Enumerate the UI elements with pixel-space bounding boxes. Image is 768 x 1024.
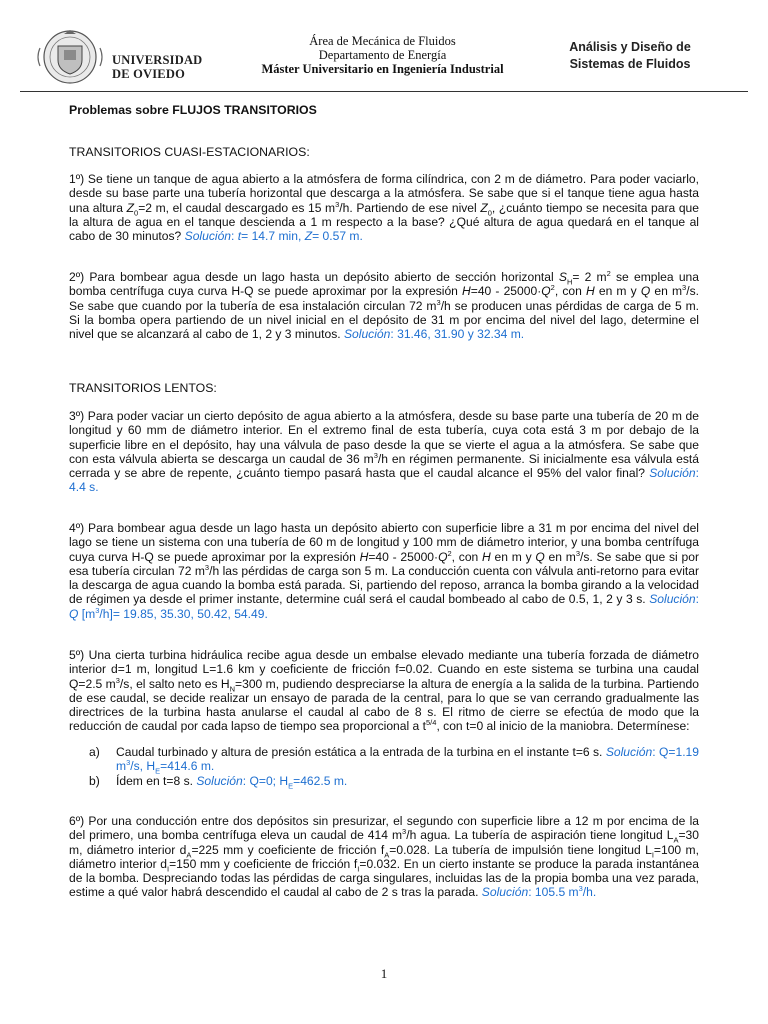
problem-5: 5º) Una cierta turbina hidráulica recibe agua desde un embalse elevado mediante una tubería forzada de diámetro interior d=1 m, longitud L=1.6 km y coeficiente de fricción f=0.02. Cuando en este sistema se turbina una caudal Q=2.5 $m^3/s$, el salto neto es $H_N=300$ m, pudiendo despreciarse la altura de energía a la salida de la turbina. Partiendo de ese caudal, se decide realizar un ensayo de parada de la central, para lo que se van cerrando gradualmente las directrices de la turbina hasta anularse el caudal al cabo de 8 s. El ritmo de cierre se efectúa de modo que la reducción de caudal por cada lapso de tiempo sea proporcional a $t^{5/4}$, con t=0 al inicio de la maniobra. Determínese: — [69, 648, 699, 734]
section-heading-lentos: TRANSITORIOS LENTOS: — [69, 381, 217, 395]
page-number: 1 — [380, 966, 388, 981]
solution-2: Solución: 31.46, 31.90 y 32.34 m. — [343, 327, 525, 342]
university-logo — [20, 20, 225, 90]
solution-5a: Solución: Q=1.19 $m^3/s$, $H_E=414.6$ m. — [116, 745, 700, 776]
solution-4: Solución: Q $[m^3/h]= 19.85$, 35.30, 50.42, 54.49. — [69, 592, 699, 621]
university-crest-icon — [34, 28, 106, 86]
department-block — [230, 34, 535, 76]
solution-6: Solución: 105.5 $m^3/h$. — [481, 884, 597, 900]
problem-6: 6º) Por una conducción entre dos depósitos sin presurizar, el segundo con superficie libre a 12 m por encima de la del primero, una bomba centrífuga eleva un caudal de 414 $m^3/h$ agua. La tubería de aspiración tiene longitud $L_A=30$ m, diámetro interior $d_A=225$ mm y coeficiente de fricción $f_A=0.028$. La tubería de impulsión tiene longitud $L_I=100$ m, diámetro interior $d_I=150$ mm y coeficiente de fricción $f_I=0.032$. En un cierto instante se produce la parada instantánea de la bomba. Despreciando todas las pérdidas de carga singulares, incluidas las de la propia bomba una vez parada, estime a qué valor habrá descendido el caudal al cabo de 2 s tras la parada. Solución: 105.5 $m^3/h$. — [69, 814, 699, 900]
problem-4: 4º) Para bombear agua desde un lago hasta un depósito abierto con superficie libre a 31 m por encima del nivel del lago se tiene un sistema con una tubería de 60 m de longitud y 100 mm de diámetro interior, y una bomba centrífuga cuya curva H-Q se puede aproximar por la expresión $H=40 - 25000\cdot Q^2$, con H en m y Q en $m^3/s$. Se sabe que si por esa tubería circulan 72 $m^3/h$ las pérdidas de carga son 5 m. La conducción cuenta con válvula anti-retorno para evitar la descarga de agua cuando la bomba está parada. Si, partiendo del reposo, arranca la bomba girando a la velocidad de régimen ya desde el primer instante, determine cuál será el caudal bombeado al cabo de 0.5, 1, 2 y 3 s. Solución: Q $[m^3/h]= 19.85$, 35.30, 50.42, 54.49. — [69, 521, 699, 621]
problem-5-items — [89, 745, 699, 788]
header-divider — [20, 91, 748, 92]
section-heading-cuasi: TRANSITORIOS CUASI-ESTACIONARIOS: — [69, 145, 310, 159]
page-header — [20, 20, 748, 100]
master-name: Máster Universitario en Ingeniería Industrial — [261, 62, 504, 76]
problem-1: 1º) Se tiene un tanque de agua abierto a la atmósfera de forma cilíndrica, con 2 m de diámetro. Para poder vaciarlo, desde su base parte una tubería horizontal que descarga a la atmósfera. Se sabe que si el tanque tiene agua hasta una altura $Z_0=2$ m, el caudal descargado es 15 $m^3/h$. Partiendo de ese nivel $Z_0$, ¿cuánto tiempo se necesita para que la altura de agua en el tanque descienda a 1 m respecto a la base? ¿Qué altura de agua quedará en el tanque al cabo de 30 minutos? Solución: t= 14.7 min, Z= 0.57 m. — [69, 172, 699, 244]
area-name: Área de Mecánica de Fluidos — [309, 34, 456, 48]
problem-3: 3º) Para poder vaciar un cierto depósito de agua abierto a la atmósfera, desde su base parte una tubería de 20 m de longitud y 60 mm de diámetro interior. En el extremo final de esta tubería, cuya cota está 3 m por debajo de la superficie libre en el depósito, hay una válvula de paso desde la que se vierte el agua a la atmósfera. Se sabe que con esta válvula abierta se descarga un caudal de 36 $m^3/h$ en régimen permanente. Si inicialmente esa válvula está cerrada y se abre de repente, ¿cuánto tiempo pasará hasta que el caudal alcance el 95% del valor final? Solución: 4.4 s. — [69, 409, 699, 495]
problem-5a: a) Caudal turbinado y altura de presión estática a la entrada de la turbina en el instante t=6 s. Solución: Q=1.19 $m^3/s$, $H_E=414.6$ m. — [89, 745, 700, 776]
solution-5b: Solución: Q=0; $H_E=462.5$ m. — [196, 773, 348, 790]
solution-1: Solución: t= 14.7 min, Z= 0.57 m. — [184, 229, 363, 244]
page-title: Problemas sobre FLUJOS TRANSITORIOS — [69, 103, 317, 117]
problem-5b: b) Ídem en t=8 s. Solución: Q=0; $H_E=462.5$ m. — [89, 773, 348, 790]
problem-2: 2º) Para bombear agua desde un lago hasta un depósito abierto de sección horizontal $S_H= 2$ $m^2$ se emplea una bomba centrífuga cuya curva H-Q se puede aproximar por la expresión $H=40 - 25000\cdot Q^2$, con H en m y Q en $m^3/s$. Se sabe que cuando por la tubería de esa instalación circulan 72 $m^3/h$ se producen unas pérdidas de carga de 5 m. Si la bomba opera partiendo de un nivel inicial en el depósito de 31 m por encima del nivel del lago, determine el nivel que se alcanzará al cabo de 1, 2 y 3 minutos. Solución: 31.46, 31.90 y 32.34 m. — [69, 268, 700, 342]
solution-3: Solución: 4.4 s. — [69, 466, 699, 495]
university-name: UNIVERSIDAD DE OVIEDO — [112, 53, 203, 81]
department-name: Departamento de Energía — [318, 48, 447, 62]
course-title: Análisis y Diseño de Sistemas de Fluidos — [569, 40, 691, 71]
